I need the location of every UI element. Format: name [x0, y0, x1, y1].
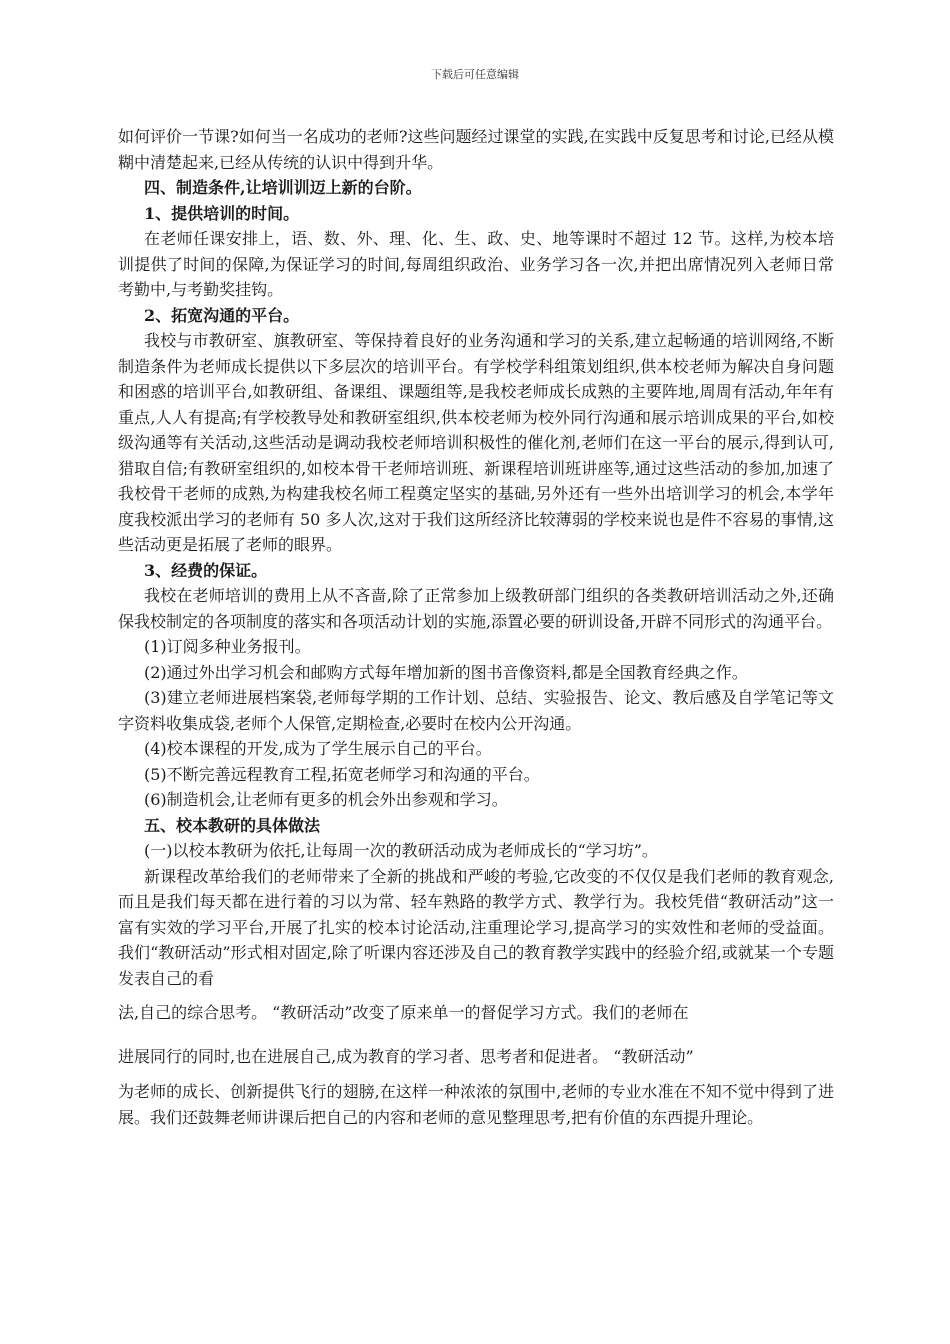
paragraph-training-time: 在老师任课安排上，语、数、外、理、化、生、政、史、地等课时不超过 12 节。这样,为校本培训提供了时间的保障,为保证学习的时间,每周组织政治、业务学习各一次,并把出席情况列入老师日常考勤中,与考勤奖挂钩。: [118, 229, 834, 299]
section-heading-4: 四、制造条件,让培训训迈上新的台阶。: [144, 178, 422, 197]
list-item-2: (2)通过外出学习机会和邮购方式每年增加新的图书音像资料,都是全国教育经典之作。: [144, 662, 748, 682]
paragraph-line-a: 法,自己的综合思考。 “教研活动”改变了原来单一的督促学习方式。我们的老师在: [118, 1003, 689, 1022]
paragraph-funding: 我校在老师培训的费用上从不吝啬,除了正常参加上级教研部门组织的各类教研培训活动之外,还确保我校制定的各项制度的落实和各项活动计划的实施,添置必要的研训设备,开辟不同形式的沟通平台。: [118, 586, 834, 631]
subheading-1: 1、提供培训的时间。: [144, 203, 300, 223]
list-item-5: (5)不断完善远程教育工程,拓宽老师学习和沟通的平台。: [144, 764, 540, 784]
subheading-3: 3、经费的保证。: [144, 560, 268, 580]
paragraph-intro: 如何评价一节课?如何当一名成功的老师?这些问题经过课堂的实践,在实践中反复思考和讨论,已经从模糊中清楚起来,已经从传统的认识中得到升华。: [118, 127, 834, 172]
section-heading-5: 五、校本教研的具体做法: [144, 815, 321, 835]
subheading-2: 2、拓宽沟通的平台。: [144, 305, 300, 325]
subheading-one: (一)以校本教研为依托,让每周一次的教研活动成为老师成长的“学习坊”。: [144, 841, 658, 860]
paragraph-new-curriculum: 新课程改革给我们的老师带来了全新的挑战和严峻的考验,它改变的不仅仅是我们老师的教育观念,而且是我们每天都在进行着的习以为常、轻车熟路的教学方式、教学行为。我校凭借“教研活动”这一富有实效的学习平台,开展了扎实的校本讨论活动,注重理论学习,提高学习的实效性和老师的受益面。我们“教研活动”形式相对固定,除了听课内容还涉及自己的教育教学实践中的经验介绍,或就某一个专题发表自己的看: [118, 866, 834, 988]
page-header: 下载后可任意编辑: [431, 68, 519, 81]
list-item-4: (4)校本课程的开发,成为了学生展示自己的平台。: [144, 739, 492, 758]
paragraph-line-b: 进展同行的同时,也在进展自己,成为教育的学习者、思考者和促进者。 “教研活动”: [118, 1047, 694, 1066]
paragraph-conclusion: 为老师的成长、创新提供飞行的翅膀,在这样一种浓浓的氛围中,老师的专业水准在不知不觉中得到了进展。我们还鼓舞老师讲课后把自己的内容和老师的意见整理思考,把有价值的东西提升理论。: [118, 1082, 834, 1127]
paragraph-communication-platform: 我校与市教研室、旗教研室、等保持着良好的业务沟通和学习的关系,建立起畅通的培训网络,不断制造条件为老师成长提供以下多层次的培训平台。有学校学科组策划组织,供本校老师为解决自身问题和困惑的培训平台,如教研组、备课组、课题组等,是我校老师成长成熟的主要阵地,周周有活动,年年有重点,人人有提高;有学校教导处和教研室组织,供本校老师为校外同行沟通和展示培训成果的平台,如校级沟通等有关活动,这些活动是调动我校老师培训积极性的催化剂,老师们在这一平台的展示,得到认可,猎取自信;有教研室组织的,如校本骨干老师培训班、新课程培训班讲座等,通过这些活动的参加,加速了我校骨干老师的成熟,为构建我校名师工程奠定坚实的基础,另外还有一些外出培训学习的机会,本学年度我校派出学习的老师有 50 多人次,这对于我们这所经济比较薄弱的学校来说也是件不容易的事情,这些活动更是拓展了老师的眼界。: [118, 331, 834, 554]
list-item-6: (6)制造机会,让老师有更多的机会外出参观和学习。: [144, 790, 508, 809]
document-body: [118, 124, 834, 1130]
list-item-1: (1)订阅多种业务报刊。: [144, 637, 311, 656]
list-item-3: (3)建立老师进展档案袋,老师每学期的工作计划、总结、实验报告、论文、教后感及自学笔记等文字资料收集成袋,老师个人保管,定期检查,必要时在校内公开沟通。: [118, 688, 834, 733]
